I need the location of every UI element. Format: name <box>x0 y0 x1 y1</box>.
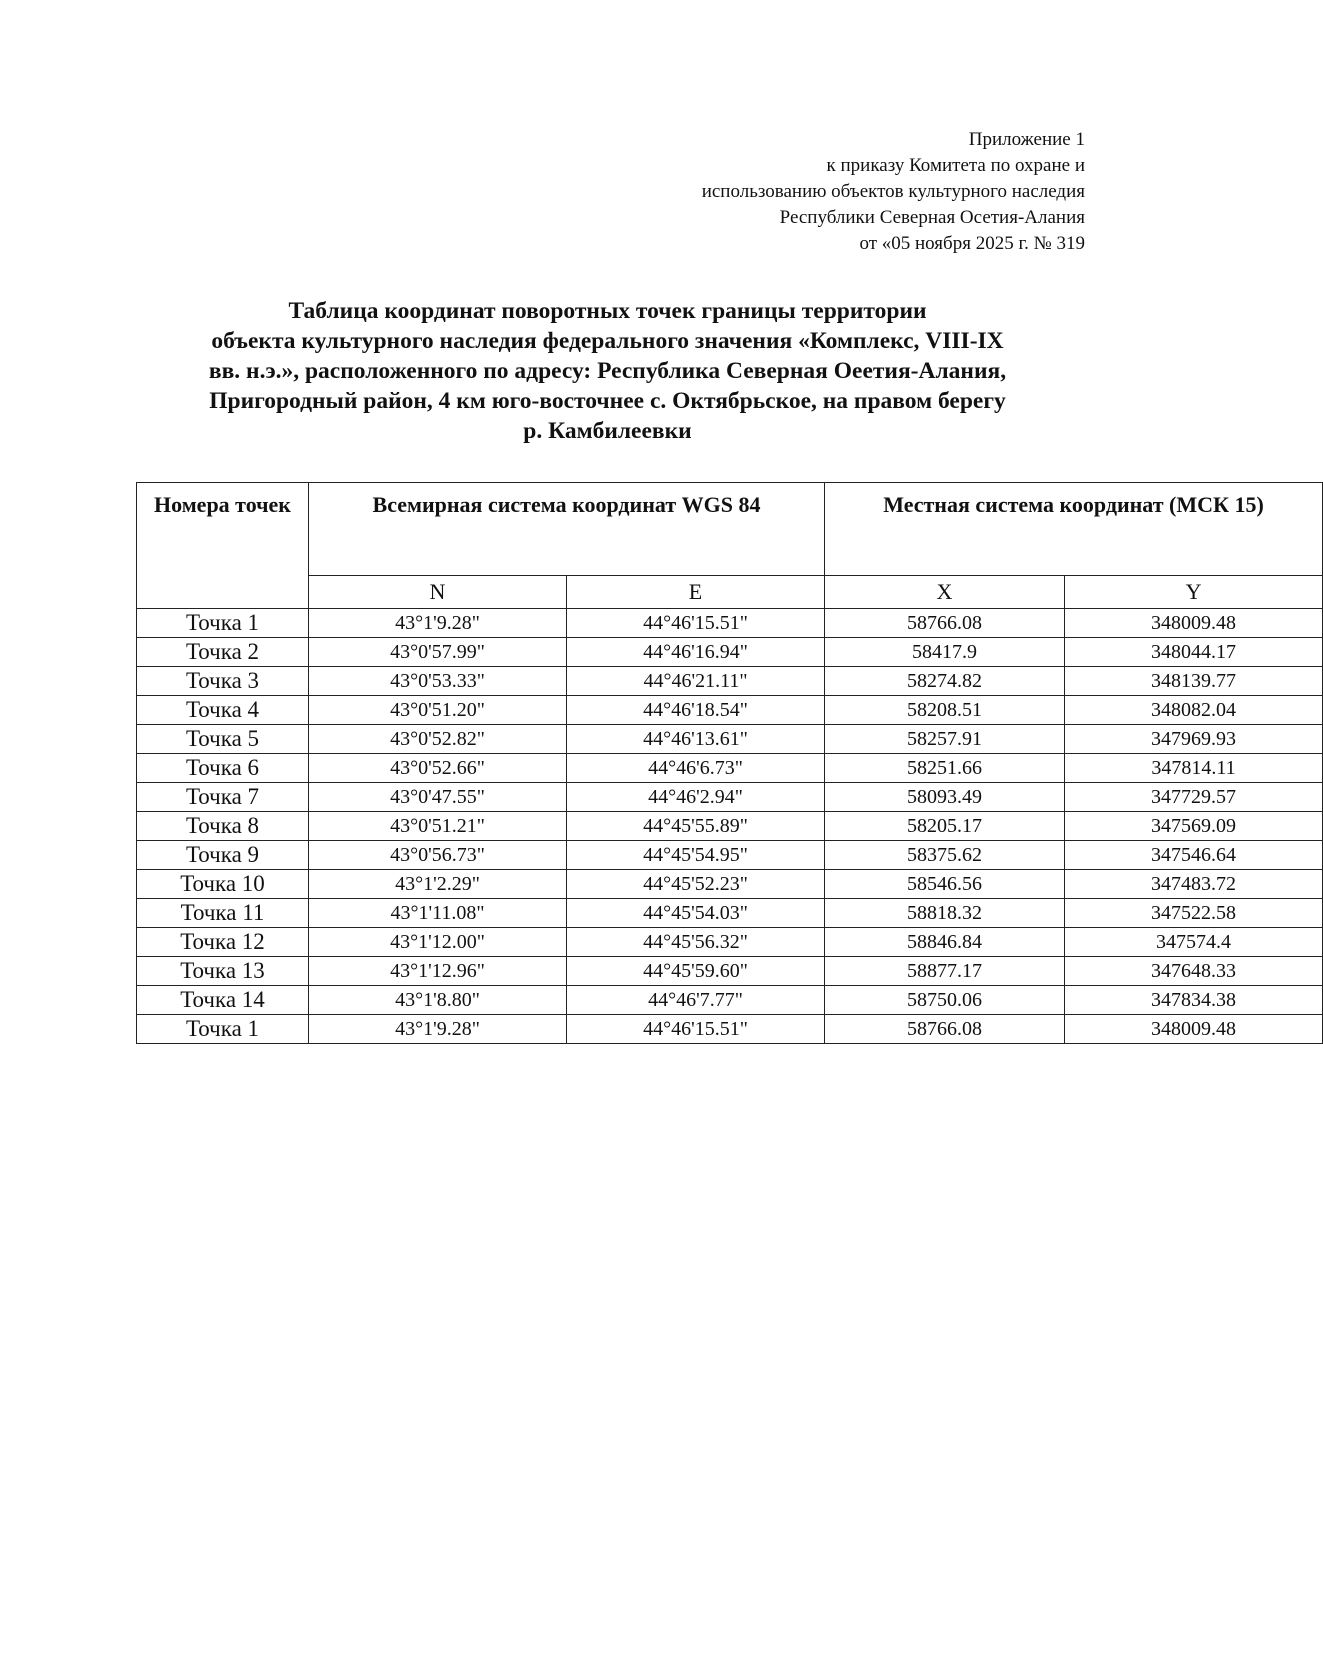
header-n: N <box>309 576 567 609</box>
longitude-cell: 44°46'13.61" <box>567 725 825 754</box>
header-y: Y <box>1065 576 1323 609</box>
y-cell: 347546.64 <box>1065 841 1323 870</box>
appendix-line: использованию объектов культурного наследия <box>701 181 1085 202</box>
appendix-line: к приказу Комитета по охране и <box>826 155 1085 176</box>
table-row <box>137 928 1323 957</box>
latitude-cell: 43°0'51.20" <box>309 696 567 725</box>
point-cell: Точка 3 <box>137 667 309 696</box>
header-msk15: Местная система координат (МСК 15) <box>825 483 1323 576</box>
table-row <box>137 899 1323 928</box>
y-cell: 348009.48 <box>1065 609 1323 638</box>
point-cell: Точка 7 <box>137 783 309 812</box>
table-subheader-row <box>137 576 1323 609</box>
point-cell: Точка 8 <box>137 812 309 841</box>
x-cell: 58766.08 <box>825 1015 1065 1044</box>
x-cell: 58093.49 <box>825 783 1065 812</box>
appendix-block <box>485 127 1085 257</box>
table-row <box>137 754 1323 783</box>
table-row <box>137 870 1323 899</box>
table-header-row <box>137 483 1323 576</box>
title-line: вв. н.э.», расположенного по адресу: Республика Северная Оеетия-Алания, <box>208 358 1007 384</box>
y-cell: 347483.72 <box>1065 870 1323 899</box>
y-cell: 347648.33 <box>1065 957 1323 986</box>
x-cell: 58750.06 <box>825 986 1065 1015</box>
x-cell: 58251.66 <box>825 754 1065 783</box>
point-cell: Точка 13 <box>137 957 309 986</box>
longitude-cell: 44°46'18.54" <box>567 696 825 725</box>
appendix-line: Республики Северная Осетия-Алания <box>779 207 1085 228</box>
title-line: объекта культурного наследия федерального значения «Комплекс, VIII-IX <box>211 328 1004 354</box>
y-cell: 347969.93 <box>1065 725 1323 754</box>
point-cell: Точка 2 <box>137 638 309 667</box>
y-cell: 347814.11 <box>1065 754 1323 783</box>
x-cell: 58257.91 <box>825 725 1065 754</box>
longitude-cell: 44°45'54.03" <box>567 899 825 928</box>
table-row <box>137 957 1323 986</box>
latitude-cell: 43°1'9.28" <box>309 1015 567 1044</box>
appendix-line: Приложение 1 <box>968 129 1085 150</box>
point-cell: Точка 4 <box>137 696 309 725</box>
table-body <box>137 609 1323 1044</box>
longitude-cell: 44°46'21.11" <box>567 667 825 696</box>
longitude-cell: 44°46'6.73" <box>567 754 825 783</box>
latitude-cell: 43°1'11.08" <box>309 899 567 928</box>
longitude-cell: 44°46'16.94" <box>567 638 825 667</box>
title-line: Таблица координат поворотных точек границы территории <box>288 298 927 324</box>
latitude-cell: 43°0'52.82" <box>309 725 567 754</box>
y-cell: 348082.04 <box>1065 696 1323 725</box>
latitude-cell: 43°0'52.66" <box>309 754 567 783</box>
y-cell: 347574.4 <box>1065 928 1323 957</box>
y-cell: 348044.17 <box>1065 638 1323 667</box>
y-cell: 347569.09 <box>1065 812 1323 841</box>
latitude-cell: 43°0'57.99" <box>309 638 567 667</box>
x-cell: 58274.82 <box>825 667 1065 696</box>
latitude-cell: 43°1'2.29" <box>309 870 567 899</box>
y-cell: 347522.58 <box>1065 899 1323 928</box>
longitude-cell: 44°46'15.51" <box>567 609 825 638</box>
point-cell: Точка 10 <box>137 870 309 899</box>
latitude-cell: 43°1'9.28" <box>309 609 567 638</box>
x-cell: 58417.9 <box>825 638 1065 667</box>
point-cell: Точка 12 <box>137 928 309 957</box>
latitude-cell: 43°1'12.00" <box>309 928 567 957</box>
document-title <box>135 296 1080 446</box>
longitude-cell: 44°45'55.89" <box>567 812 825 841</box>
longitude-cell: 44°45'56.32" <box>567 928 825 957</box>
x-cell: 58766.08 <box>825 609 1065 638</box>
coordinates-table <box>136 482 1323 1044</box>
table-row <box>137 638 1323 667</box>
y-cell: 347834.38 <box>1065 986 1323 1015</box>
point-cell: Точка 5 <box>137 725 309 754</box>
y-cell: 347729.57 <box>1065 783 1323 812</box>
x-cell: 58818.32 <box>825 899 1065 928</box>
x-cell: 58877.17 <box>825 957 1065 986</box>
title-line: Пригородный район, 4 км юго-восточнее с. Октябрьское, на правом берегу <box>209 388 1006 414</box>
x-cell: 58546.56 <box>825 870 1065 899</box>
table-row <box>137 841 1323 870</box>
latitude-cell: 43°1'12.96" <box>309 957 567 986</box>
point-cell: Точка 11 <box>137 899 309 928</box>
table-row <box>137 725 1323 754</box>
appendix-line: от «05 ноября 2025 г. № 319 <box>859 233 1085 254</box>
header-point-numbers: Номера точек <box>137 483 309 609</box>
table-row <box>137 609 1323 638</box>
longitude-cell: 44°46'7.77" <box>567 986 825 1015</box>
longitude-cell: 44°46'2.94" <box>567 783 825 812</box>
latitude-cell: 43°1'8.80" <box>309 986 567 1015</box>
x-cell: 58208.51 <box>825 696 1065 725</box>
point-cell: Точка 9 <box>137 841 309 870</box>
table-row <box>137 986 1323 1015</box>
longitude-cell: 44°46'15.51" <box>567 1015 825 1044</box>
point-cell: Точка 14 <box>137 986 309 1015</box>
x-cell: 58846.84 <box>825 928 1065 957</box>
table-row <box>137 783 1323 812</box>
header-wgs84: Всемирная система координат WGS 84 <box>309 483 825 576</box>
latitude-cell: 43°0'56.73" <box>309 841 567 870</box>
point-cell: Точка 1 <box>137 609 309 638</box>
y-cell: 348009.48 <box>1065 1015 1323 1044</box>
header-e: E <box>567 576 825 609</box>
table-row <box>137 1015 1323 1044</box>
longitude-cell: 44°45'59.60" <box>567 957 825 986</box>
title-line: р. Камбилеевки <box>523 418 692 444</box>
x-cell: 58205.17 <box>825 812 1065 841</box>
table-row <box>137 667 1323 696</box>
point-cell: Точка 6 <box>137 754 309 783</box>
longitude-cell: 44°45'54.95" <box>567 841 825 870</box>
y-cell: 348139.77 <box>1065 667 1323 696</box>
header-x: X <box>825 576 1065 609</box>
table-row <box>137 696 1323 725</box>
table-row <box>137 812 1323 841</box>
latitude-cell: 43°0'53.33" <box>309 667 567 696</box>
latitude-cell: 43°0'51.21" <box>309 812 567 841</box>
longitude-cell: 44°45'52.23" <box>567 870 825 899</box>
latitude-cell: 43°0'47.55" <box>309 783 567 812</box>
x-cell: 58375.62 <box>825 841 1065 870</box>
point-cell: Точка 1 <box>137 1015 309 1044</box>
